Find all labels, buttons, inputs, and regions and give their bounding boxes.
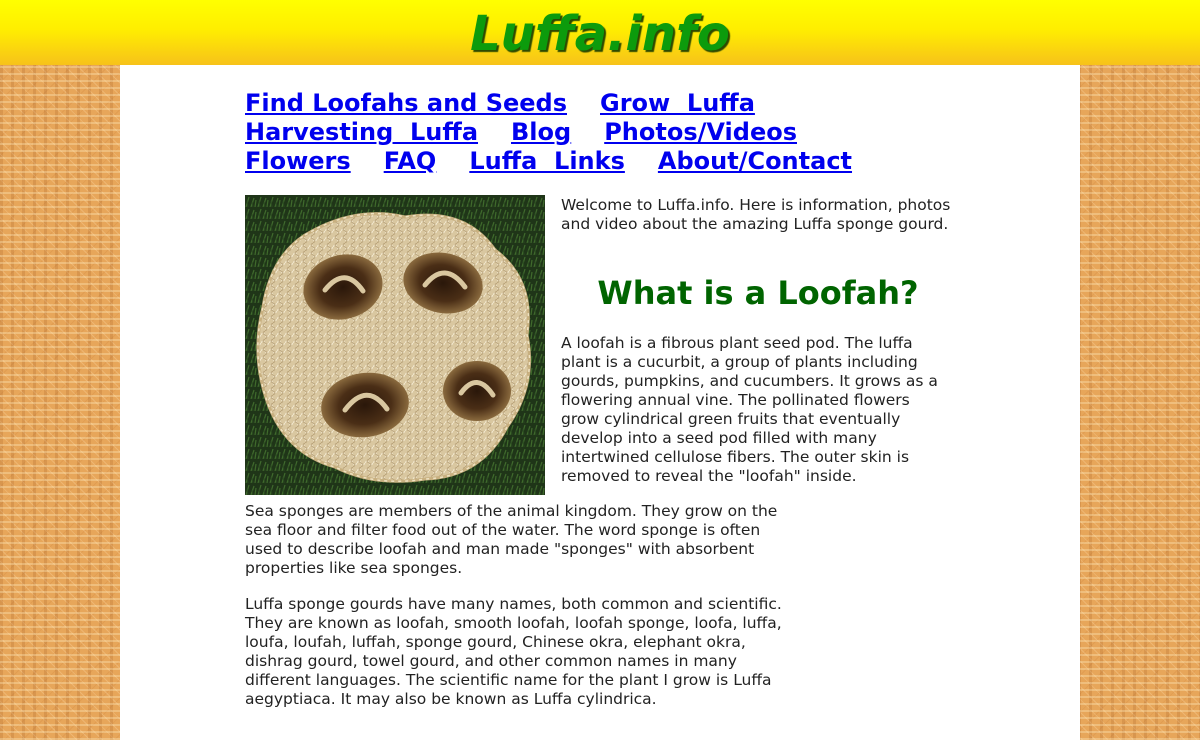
main-navigation — [245, 89, 945, 176]
nav-row-2 — [245, 118, 945, 147]
nav-link-faq[interactable]: FAQ — [383, 147, 437, 175]
intro-paragraph: Welcome to Luffa.info. Here is information, photos and video about the amazing Luffa sponge gourd. — [561, 196, 951, 233]
nav-link-find-loofahs-and-seeds[interactable]: Find Loofahs and Seeds — [245, 89, 567, 117]
loofah-cross-section-photo — [245, 195, 545, 495]
loofah-description-paragraph: A loofah is a fibrous plant seed pod. The luffa plant is a cucurbit, a group of plants including gourds, pumpkins, and cucumbers. It grows as a flowering annual vine. The pollinated flowers grow cylindrical green fruits that eventually develop into a seed pod filled with many intertwined cellulose fibers. The outer skin is removed to reveal the "loofah" inside. — [561, 334, 938, 485]
nav-link-blog[interactable]: Blog — [511, 118, 572, 146]
luffa-names-paragraph: Luffa sponge gourds have many names, both common and scientific. They are known as loofah, smooth loofah, loofah sponge, loofa, luffa, loufa, loufah, luffah, sponge gourd, Chinese okra, elephant okra, dishrag gourd, towel gourd, and other common names in many different languages. The scientific name for the plant I grow is Luffa aegyptiaca. It may also be known as Luffa cylindrica. — [245, 595, 782, 708]
loofah-body — [258, 214, 530, 482]
nav-row-3 — [245, 147, 945, 176]
nav-link-grow-luffa[interactable]: Grow Luffa — [600, 89, 755, 117]
nav-row-1 — [245, 89, 945, 118]
sea-sponges-paragraph: Sea sponges are members of the animal kingdom. They grow on the sea floor and filter food out of the water. The word sponge is often used to describe loofah and man made "sponges" with absorbent properties like sea sponges. — [245, 502, 778, 577]
site-header — [0, 0, 1200, 65]
main-content — [120, 65, 1080, 740]
seed-cavity-bottom-right — [443, 361, 511, 421]
nav-link-luffa-links[interactable]: Luffa Links — [469, 147, 625, 175]
nav-link-flowers[interactable]: Flowers — [245, 147, 351, 175]
nav-link-harvesting-luffa[interactable]: Harvesting Luffa — [245, 118, 479, 146]
nav-link-photos-videos[interactable]: Photos/Videos — [604, 118, 797, 146]
nav-link-about-contact[interactable]: About/Contact — [657, 147, 853, 175]
what-is-a-loofah-heading: What is a Loofah? — [597, 274, 919, 312]
site-title[interactable]: Luffa.info — [470, 6, 730, 62]
